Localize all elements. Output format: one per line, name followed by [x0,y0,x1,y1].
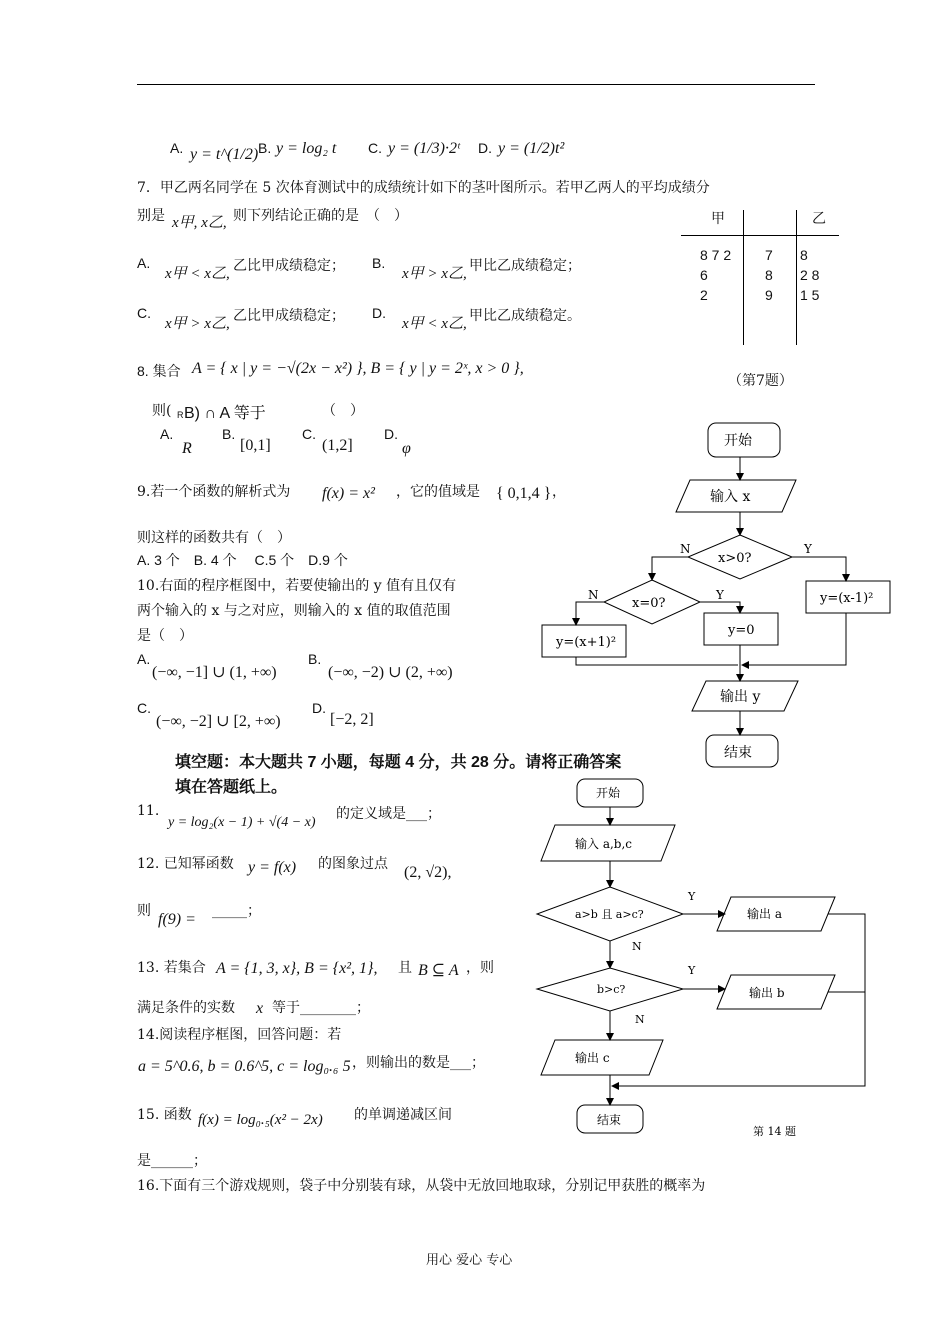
q6-b-expr: y = log₂ t [276,140,337,157]
q10-a-expr: (−∞, −1] ∪ (1, +∞) [152,664,277,681]
q9-options: A. 3 个 B. 4 个 C.5 个 D.9 个 [137,552,348,568]
flow1-cond1: x>0? [718,551,752,566]
flow2-input: 输入 a,b,c [575,837,633,851]
flow2-start: 开始 [596,786,621,800]
q12-blank: _____； [212,903,261,919]
q11-expr: y = log₂(x − 1) + √(4 − x) [168,815,316,830]
q10-b-expr: (−∞, −2) ∪ (2, +∞) [328,664,453,681]
q8-prefix: 8. 集合 [137,363,181,379]
flow1-start: 开始 [724,433,752,449]
stem-row-3-right: 1 5 [800,287,820,303]
q10-line2: 两个输入的 x 与之对应，则输入的 x 值的取值范围 [137,603,451,619]
flow1-yes-2: Y [716,588,724,602]
flow2-out-c: 输出 c [575,1051,610,1065]
q8-c-expr: (1,2] [322,437,353,454]
q7-c-expr: x甲 > x乙, [165,316,230,332]
q8-d-expr: φ [402,440,411,457]
q6-a-label: A. [170,140,184,156]
q10-line1: 10.右面的程序框图中，若要使输出的 y 值有且仅有 [137,578,457,594]
q8-line2-r: R [177,410,184,420]
q8-c-label: C. [302,426,316,442]
header-rule [137,84,815,85]
q14-rest: ，则输出的数是___； [352,1055,485,1071]
fill-heading-line2: 填在答题纸上。 [175,779,288,796]
q7-line2: 别是 [137,208,165,224]
stem-row-3-stem: 9 [765,287,773,303]
q14-expr: a = 5^0.6, b = 0.6^5, c = log₀.₆ 5 [138,1058,351,1075]
flow2-yes-2: Y [688,964,696,977]
stem-leaf-right-header: 乙 [812,211,826,227]
q6-d-expr: y = (1/2)t² [498,140,565,157]
q10-c-expr: (−∞, −2] ∪ [2, +∞) [156,713,281,730]
flow2-cond2: b>c? [597,983,626,996]
q13-prefix: 13. 若集合 [137,960,206,976]
stem-row-2-left: 6 [700,267,708,283]
flow2-out-b: 输出 b [749,986,785,1000]
q13-mid: 且 [398,960,412,976]
q8-expr: A = { x | y = −√(2x − x²) }, B = { y | y = 2ˣ, x > 0 }, [192,360,524,377]
q12-expr: y = f(x) [248,859,297,876]
q13-expr: A = {1, 3, x}, B = {x², 1}, [216,960,378,977]
fill-heading-line1: 填空题：本大题共 7 小题，每题 4 分，共 28 分。请将正确答案 [175,754,622,771]
q8-a-expr: R [182,440,192,457]
stem-leaf-hline [681,235,839,236]
flow1-output: 输出 y [720,689,761,705]
q14-line1: 14.阅读程序框图，回答问题：若 [137,1027,342,1043]
q6-d-label: D. [478,140,492,156]
flow1-box-neg-text: y=(x+1)² [556,635,617,650]
flow2-cond1: a>b 且 a>c? [575,908,644,921]
flow1-input: 输入 x [710,489,751,505]
q7-b-expr: x甲 > x乙, [402,266,467,282]
q11-prefix: 11. [137,803,160,819]
q6-a-expr: y = t^(1/2) [190,146,259,163]
q9-end: ， [552,484,566,500]
q9-mid: ，它的值域是 [396,484,480,500]
flow1-cond2: x=0? [632,596,666,611]
q7-b-text: 甲比乙成绩稳定； [469,258,581,274]
q8-b-label: B. [222,426,236,442]
q12-mid: 的图象过点 [318,856,388,872]
q7-line1: 7．甲乙两名同学在 5 次体育测试中的成绩统计如下的茎叶图所示。若甲乙两人的平均成绩分 [137,180,710,196]
q7-a-expr: x甲 < x乙, [165,266,230,282]
q6-b-label: B. [258,140,272,156]
q7-c-label: C. [137,305,151,321]
q12-point: (2, √2), [404,864,452,881]
q7-b-label: B. [372,255,386,271]
q10-line3: 是（ ） [137,628,193,644]
q16-line1: 16.下面有三个游戏规则，袋子中分别装有球，从袋中无放回地取球，分别记甲获胜的概率为 [137,1178,706,1194]
q7-a-label: A. [137,255,151,271]
flow1-box-zero-text: y=0 [728,623,755,638]
stem-leaf-caption: （第7题） [728,373,793,389]
stem-row-2-stem: 8 [765,267,773,283]
q8-line2-rest: B) ∩ A 等于 [184,405,266,422]
stem-row-3-left: 2 [700,287,708,303]
q8-line2: 则( [152,403,172,419]
q8-paren: （ ） [322,403,364,419]
q13-end: ，则 [466,960,494,976]
flowchart-q14 [535,775,875,1145]
q7-c-text: 乙比甲成绩稳定； [233,308,345,324]
q13-cond: B ⊆ A [418,962,459,979]
q10-b-label: B. [308,651,322,667]
q7-line2-expr: x甲, x乙, [172,215,227,231]
flow2-no-1: N [632,940,642,953]
q7-d-label: D. [372,305,386,321]
q9-expr: f(x) = x² [322,485,375,502]
q15-expr: f(x) = log₀.₅(x² − 2x) [198,1112,323,1128]
q11-rest: 的定义域是___； [336,806,441,822]
q9-line2: 则这样的函数共有（ ） [137,530,291,546]
flow1-end: 结束 [724,745,752,761]
flow2-no-2: N [635,1013,645,1026]
q9-prefix: 9.若一个函数的解析式为 [137,484,291,500]
stem-leaf-left-header: 甲 [711,211,725,227]
flow2-end: 结束 [597,1113,622,1127]
q7-line2-rest: 则下列结论正确的是 （ ） [233,208,408,224]
stem-leaf-vline-left [743,210,744,345]
q13-var: x [256,1000,264,1017]
flow1-yes-1: Y [804,542,812,556]
q6-c-label: C. [368,140,382,156]
flow1-no-1: N [680,542,691,556]
q13-line2-rest: 等于________； [272,1000,370,1016]
q7-a-text: 乙比甲成绩稳定； [233,258,345,274]
flow1-box-pos-text: y=(x-1)² [820,591,874,606]
q15-prefix: 15. 函数 [137,1107,192,1123]
stem-row-2-right: 2 8 [800,267,820,283]
q7-d-expr: x甲 < x乙, [402,316,467,332]
q8-d-label: D. [384,426,398,442]
q15-line2: 是______； [137,1153,207,1169]
q15-rest: 的单调递减区间 [354,1107,452,1123]
flow2-yes-1: Y [688,890,696,903]
flowchart-q10 [530,415,910,775]
q12-prefix: 12. 已知幂函数 [137,856,234,872]
flow1-no-2: N [588,588,599,602]
q9-set: { 0,1,4 } [496,485,552,502]
flow2-out-a: 输出 a [747,907,782,921]
q12-line2-expr: f(9) = [158,911,196,928]
q6-c-expr: y = (1/3)·2ᵗ [388,140,460,157]
q12-line2: 则 [137,903,151,919]
page-footer: 用心 爱心 专心 [426,1253,513,1268]
stem-row-1-right: 8 [800,247,808,263]
q8-a-label: A. [160,426,174,442]
stem-row-1-left: 8 7 2 [700,247,732,263]
flow2-caption: 第 14 题 [753,1125,796,1138]
q13-line2: 满足条件的实数 [137,1000,235,1016]
q8-b-expr: [0,1] [240,437,271,454]
q10-d-label: D. [312,700,326,716]
q10-a-label: A. [137,651,151,667]
q7-d-text: 甲比乙成绩稳定。 [469,308,581,324]
stem-leaf-vline-right [796,210,797,345]
q10-c-label: C. [137,700,151,716]
q10-d-expr: [−2, 2] [330,711,374,728]
stem-row-1-stem: 7 [765,247,773,263]
